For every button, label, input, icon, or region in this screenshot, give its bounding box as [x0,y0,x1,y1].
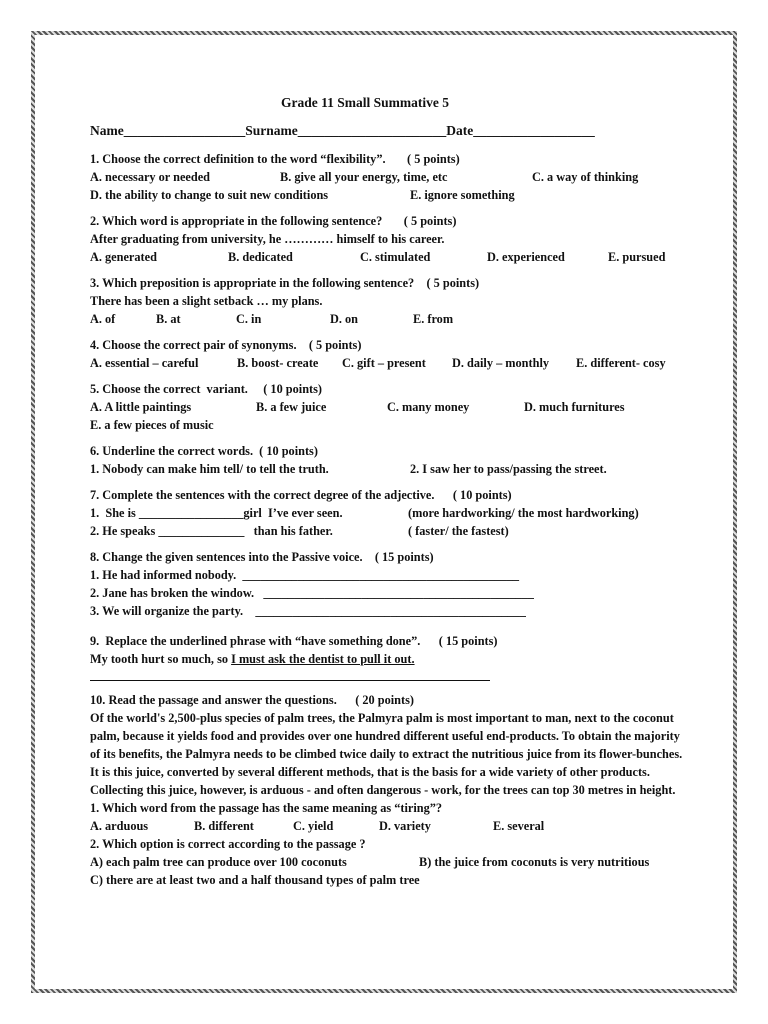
q10-passage: Of the world's 2,500-plus species of palm trees, the Palmyra palm is most important to man, next to the coconut palm, because it yields food and provides over one hundred different useful end-products. To obtain the majority of its benefits, the Palmyra needs to be climbed twice daily to extract the nutritious juice from its flower-bunches. It is this juice, converted by several different methods, that is the basis for a wide variety of other products. Collecting this juice, however, is arduous - and often dangerous - work, for the trees can top 30 metres in height. [90,711,683,797]
question-4 [90,336,690,372]
q1-option-c: C. a way of thinking [532,170,639,184]
q1-option-b: B. give all your energy, time, etc [280,170,448,184]
question-7 [90,486,690,540]
q9-underlined-phrase: I must ask the dentist to pull it out. [231,652,415,666]
question-2-header: 2. Which word is appropriate in the following sentence? ( 5 points) [90,214,457,228]
worksheet-content [90,94,690,897]
q3-option-a: A. of [90,312,116,326]
q8-sentence-3: 3. We will organize the party. ____________________________________________ [90,604,526,618]
q10-subquestion-2: 2. Which option is correct according to the passage ? [90,837,366,851]
q8-sentence-1: 1. He had informed nobody. _____________________________________________ [90,568,520,582]
q4-option-b: B. boost- create [237,356,319,370]
question-9 [90,632,690,681]
q10-sub2-option-c: C) there are at least two and a half thousand types of palm tree [90,873,420,887]
q4-option-a: A. essential – careful [90,356,199,370]
q3-option-d: D. on [330,312,359,326]
q2-option-a: A. generated [90,250,157,264]
question-10 [90,691,690,889]
q3-option-e: E. from [413,312,454,326]
q10-sub2-option-a: A) each palm tree can produce over 100 coconuts [90,855,347,869]
question-3-sentence: There has been a slight setback … my plans. [90,294,323,308]
q8-sentence-2: 2. Jane has broken the window. ____________________________________________ [90,586,534,600]
q10-sub2-option-b: B) the juice from coconuts is very nutritious [419,855,650,869]
q10-sub1-option-e: E. several [493,819,545,833]
q10-sub1-option-d: D. variety [379,819,431,833]
q6-sentence-1: 1. Nobody can make him tell/ to tell the truth. [90,462,329,476]
question-5 [90,380,690,434]
q10-sub1-option-a: A. arduous [90,819,149,833]
q2-option-d: D. experienced [487,250,565,264]
q4-option-d: D. daily – monthly [452,356,550,370]
q5-option-b: B. a few juice [256,400,327,414]
q10-sub1-option-b: B. different [194,819,254,833]
q9-answer-line [90,668,490,681]
question-2 [90,212,690,266]
q2-option-b: B. dedicated [228,250,293,264]
q3-option-c: C. in [236,312,262,326]
question-6 [90,442,690,478]
question-3 [90,274,690,328]
question-4-header: 4. Choose the correct pair of synonyms. ( 5 points) [90,338,362,352]
q10-subquestion-1: 1. Which word from the passage has the same meaning as “tiring”? [90,801,443,815]
question-3-header: 3. Which preposition is appropriate in the following sentence? ( 5 points) [90,276,480,290]
question-5-header: 5. Choose the correct variant. ( 10 points) [90,382,323,396]
q6-sentence-2: 2. I saw her to pass/passing the street. [410,462,607,476]
q7-sentence-2: 2. He speaks ______________ than his father. [90,524,333,538]
question-8 [90,548,690,620]
q1-option-d: D. the ability to change to suit new conditions [90,188,329,202]
question-2-sentence: After graduating from university, he ………… himself to his career. [90,232,445,246]
question-7-header: 7. Complete the sentences with the correct degree of the adjective. ( 10 points) [90,488,512,502]
question-1 [90,150,690,204]
q5-option-d: D. much furnitures [524,400,625,414]
q9-sentence: My tooth hurt so much, so [90,652,232,666]
question-9-header: 9. Replace the underlined phrase with “have something done”. ( 15 points) [90,634,498,648]
q4-option-c: C. gift – present [342,356,426,370]
q1-option-e: E. ignore something [410,188,515,202]
q3-option-b: B. at [156,312,181,326]
q7-hint-1: (more hardworking/ the most hardworking) [408,506,639,520]
q5-option-a: A. A little paintings [90,400,192,414]
question-8-header: 8. Change the given sentences into the Passive voice. ( 15 points) [90,550,434,564]
question-10-header: 10. Read the passage and answer the questions. ( 20 points) [90,693,414,707]
question-1-header: 1. Choose the correct definition to the word “flexibility”. ( 5 points) [90,152,460,166]
question-6-header: 6. Underline the correct words. ( 10 points) [90,444,318,458]
q10-sub1-option-c: C. yield [293,819,334,833]
name-surname-date-row: Name__________________Surname______________________Date__________________ [90,123,595,138]
q7-hint-2: ( faster/ the fastest) [408,524,509,538]
page-title: Grade 11 Small Summative 5 [281,95,449,110]
q1-option-a: A. necessary or needed [90,170,210,184]
q5-option-e: E. a few pieces of music [90,418,214,432]
q4-option-e: E. different- cosy [576,356,666,370]
q2-option-c: C. stimulated [360,250,431,264]
q7-sentence-1: 1. She is _________________girl I’ve ever seen. [90,506,343,520]
q5-option-c: C. many money [387,400,470,414]
q2-option-e: E. pursued [608,250,666,264]
